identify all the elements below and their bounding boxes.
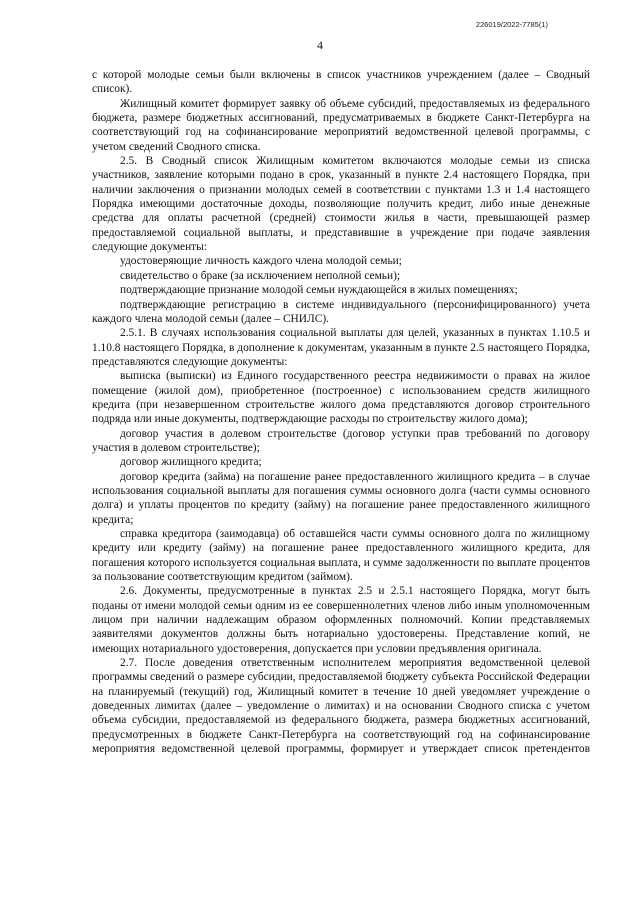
page-number: 4 — [317, 38, 323, 52]
paragraph-2-5: 2.5. В Сводный список Жилищным комитетом включаются молодые семьи из списка участников, заявление которыми подано в срок, указанный в пункте 2.4 настоящего Порядка, при наличии заключения о признании молодых семей в соответствии с пунктами 1.3 и 1.4 настоящего Порядка имеющими достаточные доходы, позволяющие получить кредит, либо иные денежные средства для оплаты расчетной (средней) стоимости жилья в части, превышающей размер предоставляемой социальной выплаты, и представившие в учреждение при подаче заявления следующие документы: — [92, 155, 590, 254]
list-item: договор жилищного кредита; — [120, 456, 262, 469]
list-item: выписка (выписки) из Единого государственного реестра недвижимости о правах на жилое помещение (жилой дом), приобретенное (построенное) с использованием средств жилищного кредита (при незавершенном строительстве жилого дома представляются договор строительного подряда или иные документы, подтверждающие расходы по строительству жилого дома); — [92, 370, 590, 426]
paragraph: Жилищный комитет формирует заявку об объеме субсидий, предоставляемых из федерального бюджета, размере бюджетных ассигнований, предусматриваемых в бюджете Санкт-Петербурга на соответствующий год на софинансирование мероприятий ведомственной целевой программы, с учетом сведений Сводного списка. — [92, 97, 590, 153]
list-item: договор кредита (займа) на погашение ранее предоставленного жилищного кредита – в случае использования социальной выплаты для погашения суммы основного долга (части суммы основного долга) и уплаты процентов по кредиту (займу) на погашение ранее предоставленного жилищного кредита; — [92, 470, 590, 526]
list-item: договор участия в долевом строительстве (договор уступки прав требований по договору участия в долевом строительстве); — [92, 427, 590, 454]
paragraph-continuation: с которой молодые семьи были включены в список участников учреждением (далее – Сводный список). — [92, 69, 590, 96]
list-item: справка кредитора (заимодавца) об оставшейся части суммы основного долга по жилищному кредиту или кредиту (займу) на погашение ранее предоставленного жилищного кредита, для погашения которого используется социальная выплата, и сумме задолженности по выплате процентов за пользование соответствующим кредитом (займом). — [92, 528, 590, 584]
paragraph-2-6: 2.6. Документы, предусмотренные в пунктах 2.5 и 2.5.1 настоящего Порядка, могут быть поданы от имени молодой семьи одним из ее совершеннолетних членов либо иным уполномоченным лицом при наличии надлежащим образом оформленных полномочий. Копии представляемых заявителями документов должны быть нотариально удостоверены. Представление копий, не имеющих нотариального удостоверения, допускается при условии предъявления оригинала. — [92, 585, 590, 655]
list-item: удостоверяющие личность каждого члена молодой семьи; — [120, 255, 402, 268]
document-body — [92, 68, 590, 757]
paragraph-2-7: 2.7. После доведения ответственным исполнителем мероприятия ведомственной целевой программы сведений о размере субсидии, предоставляемой бюджету субъекта Российской Федерации на планируемый (текущий) год, Жилищный комитет в течение 10 дней уведомляет учреждение о доведенных лимитах (далее – уведомление о лимитах) и на основании Сводного списка с учетом объема субсидии, предоставляемой из федерального бюджета, размера бюджетных ассигнований, предусмотренных в бюджете Санкт-Петербурга на соответствующий год на софинансирование мероприятия ведомственной целевой программы, формирует и утверждает список претендентов — [92, 657, 590, 756]
paragraph-2-5-1: 2.5.1. В случаях использования социальной выплаты для целей, указанных в пунктах 1.10.5 и 1.10.8 настоящего Порядка, в дополнение к документам, указанным в пункте 2.5 настоящего Порядка, представляются следующие документы: — [92, 327, 590, 368]
list-item: подтверждающие регистрацию в системе индивидуального (персонифицированного) учета каждого члена молодой семьи (далее – СНИЛС). — [92, 298, 590, 325]
list-item: свидетельство о браке (за исключением неполной семьи); — [120, 269, 401, 282]
list-item: подтверждающие признание молодой семьи нуждающейся в жилых помещениях; — [120, 284, 518, 297]
document-registration-number: 226019/2022-7785(1) — [475, 20, 548, 29]
